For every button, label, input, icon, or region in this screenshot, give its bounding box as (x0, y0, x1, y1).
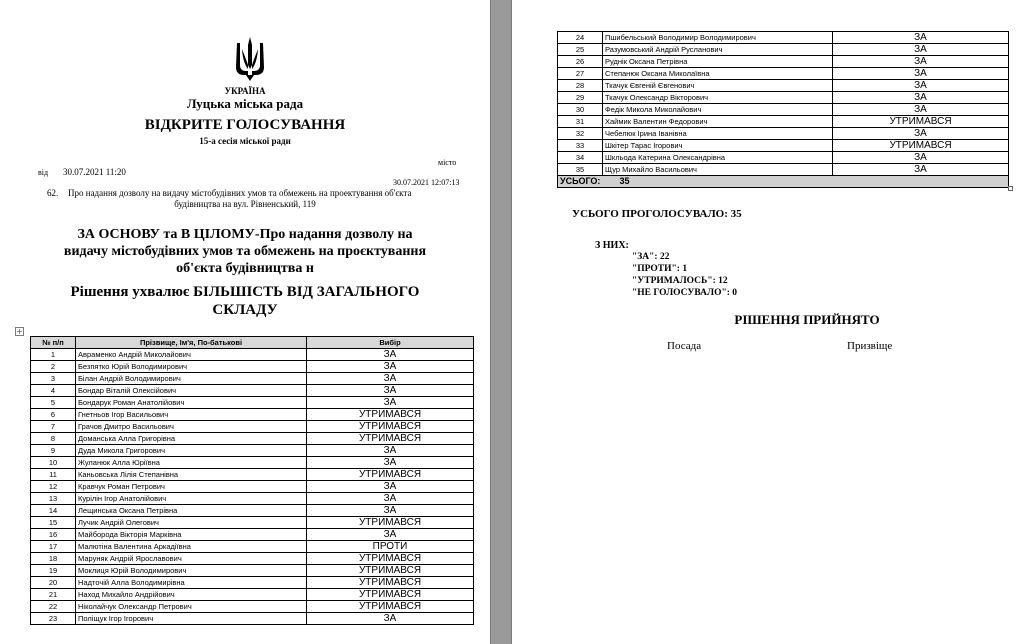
table-row (558, 80, 1009, 92)
row-vote: УТРИМАВСЯ (307, 469, 474, 481)
row-name: Лещинська Оксана Петрівна (76, 505, 307, 517)
table-row (31, 553, 474, 565)
row-vote: ЗА (307, 481, 474, 493)
row-number: 26 (558, 56, 603, 68)
row-vote: УТРИМАВСЯ (307, 601, 474, 613)
row-vote: ЗА (833, 68, 1009, 80)
row-number: 32 (558, 128, 603, 140)
row-name: Шкітер Тарас Ігорович (603, 140, 833, 152)
row-name: Бондарук Роман Анатолійович (76, 397, 307, 409)
row-name: Ткачук Євгеній Євгенович (603, 80, 833, 92)
count-za: "ЗА": 22 (632, 252, 670, 262)
row-name: Пшибельський Володимир Володимирович (603, 32, 833, 44)
row-vote: ЗА (833, 32, 1009, 44)
session-label: 15-а сесія міської ради (199, 136, 291, 146)
row-name: Щур Михайло Васильович (603, 164, 833, 176)
row-name: Лучик Андрій Олегович (76, 517, 307, 529)
row-vote: ЗА (307, 385, 474, 397)
row-name: Федік Микола Миколайович (603, 104, 833, 116)
from-label: від (38, 168, 49, 177)
row-vote: ЗА (307, 373, 474, 385)
from-date: 30.07.2021 11:20 (63, 167, 126, 177)
item-text-line1: Про надання дозволу на видачу містобудівних умов та обмежень на проектування об'єкта (68, 188, 412, 198)
table-row (31, 505, 474, 517)
row-name: Чебелюк Ірина Іванівна (603, 128, 833, 140)
row-name: Маруняк Андрій Ярославович (76, 553, 307, 565)
row-number: 5 (31, 397, 76, 409)
row-name: Шкльода Катерина Олександрівна (603, 152, 833, 164)
row-name: Гнетньов Ігор Васильович (76, 409, 307, 421)
row-vote: УТРИМАВСЯ (833, 116, 1009, 128)
header-name: Прізвище, Ім'я, По-батькові (76, 337, 307, 349)
table-row (31, 577, 474, 589)
header-num: № п/п (31, 337, 76, 349)
row-vote: ЗА (833, 164, 1009, 176)
table-row (31, 433, 474, 445)
row-number: 15 (31, 517, 76, 529)
row-vote: ЗА (833, 128, 1009, 140)
row-name: Руднік Оксана Петрівна (603, 56, 833, 68)
row-vote: УТРИМАВСЯ (307, 433, 474, 445)
row-name: Доманська Алла Григорівна (76, 433, 307, 445)
table-row (31, 493, 474, 505)
row-number: 13 (31, 493, 76, 505)
table-row (31, 409, 474, 421)
table-row (31, 457, 474, 469)
row-vote: ЗА (833, 152, 1009, 164)
row-name: Наход Михайло Андрійович (76, 589, 307, 601)
row-vote: ЗА (307, 349, 474, 361)
table-row (31, 565, 474, 577)
decision-rule-line2: СКЛАДУ (212, 302, 278, 318)
header-choice: Вибір (307, 337, 474, 349)
row-number: 34 (558, 152, 603, 164)
table-resize-handle-icon[interactable] (1008, 186, 1013, 191)
row-number: 19 (31, 565, 76, 577)
row-name: Жуланюк Алла Юріївна (76, 457, 307, 469)
row-vote: ПРОТИ (307, 541, 474, 553)
row-name: Авраменко Андрій Миколайович (76, 349, 307, 361)
row-number: 22 (31, 601, 76, 613)
document-page-2 (512, 0, 1024, 644)
row-vote: УТРИМАВСЯ (307, 589, 474, 601)
row-number: 27 (558, 68, 603, 80)
basis-line2: видачу містобудівних умов та обмежень на проєктування (63, 244, 427, 259)
table-row (558, 44, 1009, 56)
count-proty: "ПРОТИ": 1 (632, 264, 688, 274)
row-vote: ЗА (833, 80, 1009, 92)
council-name: Луцька міська рада (186, 96, 304, 111)
total-label: УСЬОГО: (560, 176, 601, 186)
row-name: Безпятко Юрій Володимирович (76, 361, 307, 373)
row-number: 6 (31, 409, 76, 421)
table-row (558, 68, 1009, 80)
row-vote: ЗА (833, 56, 1009, 68)
row-vote: ЗА (307, 361, 474, 373)
table-row (31, 601, 474, 613)
page-gap (490, 0, 512, 644)
row-vote: УТРИМАВСЯ (307, 421, 474, 433)
row-vote: ЗА (307, 529, 474, 541)
position-label: Посада (667, 340, 702, 352)
timestamp: 30.07.2021 12:07:13 (393, 178, 460, 187)
row-number: 31 (558, 116, 603, 128)
row-number: 14 (31, 505, 76, 517)
count-ne-golosuvalo: "НЕ ГОЛОСУВАЛО": 0 (632, 288, 738, 298)
table-header-row (31, 337, 474, 349)
row-number: 7 (31, 421, 76, 433)
table-row (558, 116, 1009, 128)
row-vote: УТРИМАВСЯ (307, 517, 474, 529)
row-number: 10 (31, 457, 76, 469)
row-number: 8 (31, 433, 76, 445)
row-name: Бондар Віталій Олексійович (76, 385, 307, 397)
table-row (31, 529, 474, 541)
row-number: 11 (31, 469, 76, 481)
of-them-label: З НИХ: (595, 240, 629, 251)
table-row (558, 128, 1009, 140)
row-name: Каньовська Лілія Степанівна (76, 469, 307, 481)
item-text-line2: будівництва на вул. Рівненський, 119 (174, 199, 316, 209)
table-row (558, 164, 1009, 176)
row-name: Грачов Дмитро Васильович (76, 421, 307, 433)
table-row (31, 481, 474, 493)
table-row (31, 589, 474, 601)
row-vote: УТРИМАВСЯ (307, 409, 474, 421)
row-number: 23 (31, 613, 76, 625)
row-name: Курілін Ігор Анатолійович (76, 493, 307, 505)
table-row (31, 541, 474, 553)
row-name: Ніколайчук Олександр Петрович (76, 601, 307, 613)
city-label: місто (438, 158, 457, 167)
row-name: Ткачук Олександр Вікторович (603, 92, 833, 104)
row-name: Надточій Алла Володимирівна (76, 577, 307, 589)
row-name: Дуда Микола Григорович (76, 445, 307, 457)
row-number: 29 (558, 92, 603, 104)
row-vote: ЗА (307, 457, 474, 469)
row-number: 9 (31, 445, 76, 457)
row-number: 2 (31, 361, 76, 373)
row-number: 20 (31, 577, 76, 589)
table-row (558, 92, 1009, 104)
votes-table-left (30, 336, 474, 625)
country-label: УКРАЇНА (224, 86, 266, 96)
row-number: 18 (31, 553, 76, 565)
table-row (31, 517, 474, 529)
row-number: 16 (31, 529, 76, 541)
table-move-handle-icon[interactable]: + (16, 327, 23, 336)
basis-line1: ЗА ОСНОВУ та В ЦІЛОМУ-Про надання дозволу на (77, 227, 413, 242)
table-row (558, 56, 1009, 68)
row-number: 33 (558, 140, 603, 152)
row-number: 1 (31, 349, 76, 361)
row-number: 30 (558, 104, 603, 116)
table-row (31, 361, 474, 373)
table-row (558, 152, 1009, 164)
row-name: Разумовський Андрій Русланович (603, 44, 833, 56)
trident-emblem-icon (233, 35, 267, 83)
row-name: Хаймик Валентин Федорович (603, 116, 833, 128)
row-name: Майборода Вікторія Марківна (76, 529, 307, 541)
row-vote: ЗА (833, 104, 1009, 116)
row-vote: ЗА (833, 44, 1009, 56)
row-name: Степанюк Оксана Миколаївна (603, 68, 833, 80)
row-name: Кравчук Роман Петрович (76, 481, 307, 493)
row-name: Білан Андрій Володимирович (76, 373, 307, 385)
row-vote: ЗА (307, 493, 474, 505)
decision-rule-line1: Рішення ухвалює БІЛЬШІСТЬ ВІД ЗАГАЛЬНОГО (70, 284, 420, 300)
row-number: 12 (31, 481, 76, 493)
surname-label: Призвіще (847, 340, 893, 352)
table-row (558, 32, 1009, 44)
row-number: 21 (31, 589, 76, 601)
row-vote: УТРИМАВСЯ (307, 565, 474, 577)
voted-total: УСЬОГО ПРОГОЛОСУВАЛО: 35 (572, 208, 742, 220)
row-vote: УТРИМАВСЯ (307, 577, 474, 589)
row-number: 4 (31, 385, 76, 397)
row-number: 3 (31, 373, 76, 385)
row-name: Малютіна Валентина Аркадіївна (76, 541, 307, 553)
total-value: 35 (619, 176, 630, 186)
row-vote: ЗА (307, 397, 474, 409)
total-row (558, 176, 1009, 188)
decision-result: РІШЕННЯ ПРИЙНЯТО (734, 312, 880, 327)
table-row (31, 373, 474, 385)
row-vote: ЗА (307, 445, 474, 457)
item-number: 62. (47, 188, 59, 198)
votes-table-right (557, 31, 1009, 188)
row-vote: ЗА (307, 505, 474, 517)
table-row (31, 469, 474, 481)
page-title: ВІДКРИТЕ ГОЛОСУВАННЯ (144, 117, 346, 133)
table-row (31, 385, 474, 397)
row-name: Моклиця Юрій Володимирович (76, 565, 307, 577)
basis-line3: об'єкта будівництва н (176, 261, 314, 276)
row-number: 24 (558, 32, 603, 44)
row-name: Поліщук Ігор Ігорович (76, 613, 307, 625)
row-vote: УТРИМАВСЯ (307, 553, 474, 565)
table-row (31, 421, 474, 433)
table-row (558, 140, 1009, 152)
table-row (31, 613, 474, 625)
table-row (31, 349, 474, 361)
row-vote: ЗА (833, 92, 1009, 104)
row-number: 25 (558, 44, 603, 56)
document-page-1 (0, 0, 490, 644)
table-row (31, 445, 474, 457)
count-utrymalos: "УТРИМАЛОСЬ": 12 (632, 276, 728, 286)
row-number: 35 (558, 164, 603, 176)
table-row (558, 104, 1009, 116)
row-vote: ЗА (307, 613, 474, 625)
row-number: 28 (558, 80, 603, 92)
row-vote: УТРИМАВСЯ (833, 140, 1009, 152)
row-number: 17 (31, 541, 76, 553)
table-row (31, 397, 474, 409)
